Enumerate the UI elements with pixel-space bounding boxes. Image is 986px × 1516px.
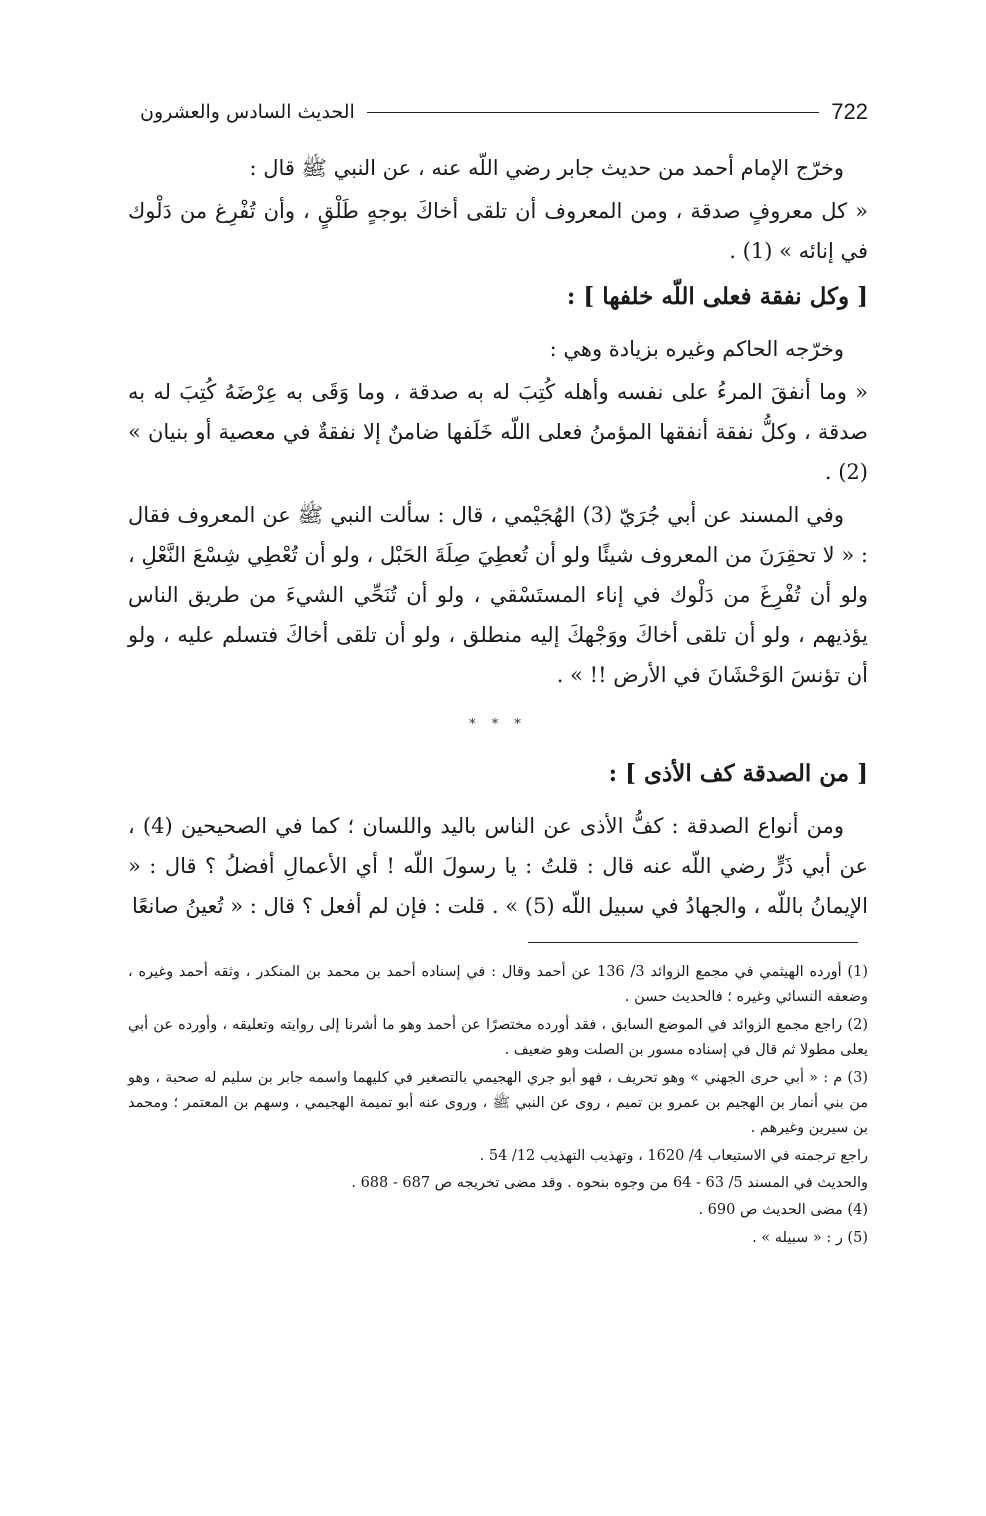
paragraph-6: ومن أنواع الصدقة : كفُّ الأذى عن الناس باليد واللسان ؛ كما في الصحيحين (4) ، عن أبي ذَرٍّ رضي اللّه عنه قال : قلتُ : يا رسولَ اللّه ! أي الأعمالِ أفضلُ ؟ قال : « الإيمانُ باللّه ، والجهادُ في سبيل اللّه (5) » . قلت : فإن لم أفعل ؟ قال : « تُعينُ صانعًا (128, 814, 868, 918)
section-heading-2: [ من الصدقة كف الأذى ] : (608, 760, 868, 787)
section-heading-1: [ وكل نفقة فعلى اللّه خلفها ] : (566, 283, 868, 310)
paragraph-4: « وما أنفقَ المرءُ على نفسه وأهله كُتِبَ له به صدقة ، وما وَقَى به عِرْضَهُ كُتِبَ له به صدقة ، وكلُّ نفقة أنفقها المؤمنُ فعلى اللّه خَلَفها ضامنٌ إلا نفقةٌ في معصية أو بنيان » (2) . (128, 380, 868, 484)
footnote-1: (1) أورده الهيثمي في مجمع الزوائد 3/ 136 عن أحمد وقال : في إسناده أحمد بن محمد بن المنكدر ، وثقه أحمد وغيره ، وضعفه النسائي وغيره ؛ فالحديث حسن . (128, 964, 868, 1005)
footnote-4: (4) مضى الحديث ص 690 . (698, 1202, 868, 1218)
footnote-3-hadith: والحديث في المسند 5/ 63 - 64 من وجوه بنحوه . وقد مضى تخريجه ص 687 - 688 . (351, 1175, 868, 1191)
paragraph-3: وخرّجه الحاكم وغيره بزيادة وهي : (549, 337, 844, 361)
section-separator: * * * (469, 717, 527, 732)
page-number: 722 (831, 99, 868, 124)
footnote-5: (5) ر : « سبيله » . (752, 1230, 868, 1246)
footnotes (128, 960, 868, 1254)
paragraph-1: وخرّج الإمام أحمد من حديث جابر رضي اللّه عنه ، عن النبي ﷺ قال : (249, 156, 844, 180)
footnote-2: (2) راجع مجمع الزوائد في الموضع السابق ، فقد أورده مختصرًا عن أحمد وهو ما أشرنا إلى روايته وتعليقه ، وأورده عن أبي يعلى مطولا ثم قال في إسناده مسور بن الصلت وهو ضعيف . (128, 1017, 868, 1058)
footnote-3: (3) م : « أبي حرى الجهني » وهو تحريف ، فهو أبو جري الهجيمي بالتصغير في كليهما واسمه جابر بن سليم له صحبة ، وهو من بني أنمار بن الهجيم بن عمرو بن تميم ، روى عن النبي ﷺ ، وروى عنه أبو تميمة الهجيمي ، وسهم بن المعتمر ؛ ومحمد بن سيرين وغيرهم . (128, 1070, 868, 1136)
page-header (140, 92, 868, 132)
header-rule (367, 112, 820, 113)
main-text (128, 148, 868, 929)
footnote-3-reference: راجع ترجمته في الاستيعاب 4/ 1620 ، وتهذيب التهذيب 12/ 54 . (479, 1148, 868, 1164)
paragraph-5: وفي المسند عن أبي جُرَيّ (3) الهُجَيْمي ، قال : سألت النبي ﷺ عن المعروف فقال : « لا تحقِرَنَ من المعروف شيئًا ولو أن تُعطِيَ صِلَةَ الحَبْل ، ولو أن تُعْطِي شِسْعَ النَّعْلِ ، ولو أن تُفْرِغَ من دَلْوك في إناء المستَسْقي ، ولو أن تُنَحِّي الشيءَ من طريق الناس يؤذيهم ، ولو أن تلقى أخاكَ ووَجْهكَ إليه منطلق ، ولو أن تلقى أخاكَ فتسلم عليه ، ولو أن تؤنسَ الوَحْشَانَ في الأرض !! » . (128, 503, 868, 687)
paragraph-2: « كل معروفٍ صدقة ، ومن المعروف أن تلقى أخاكَ بوجهٍ طَلْقٍ ، وأن تُفْرِغ من دَلْوك في إنائه » (1) . (128, 199, 868, 263)
running-title: الحديث السادس والعشرون (140, 101, 355, 123)
footnote-rule (528, 942, 858, 943)
